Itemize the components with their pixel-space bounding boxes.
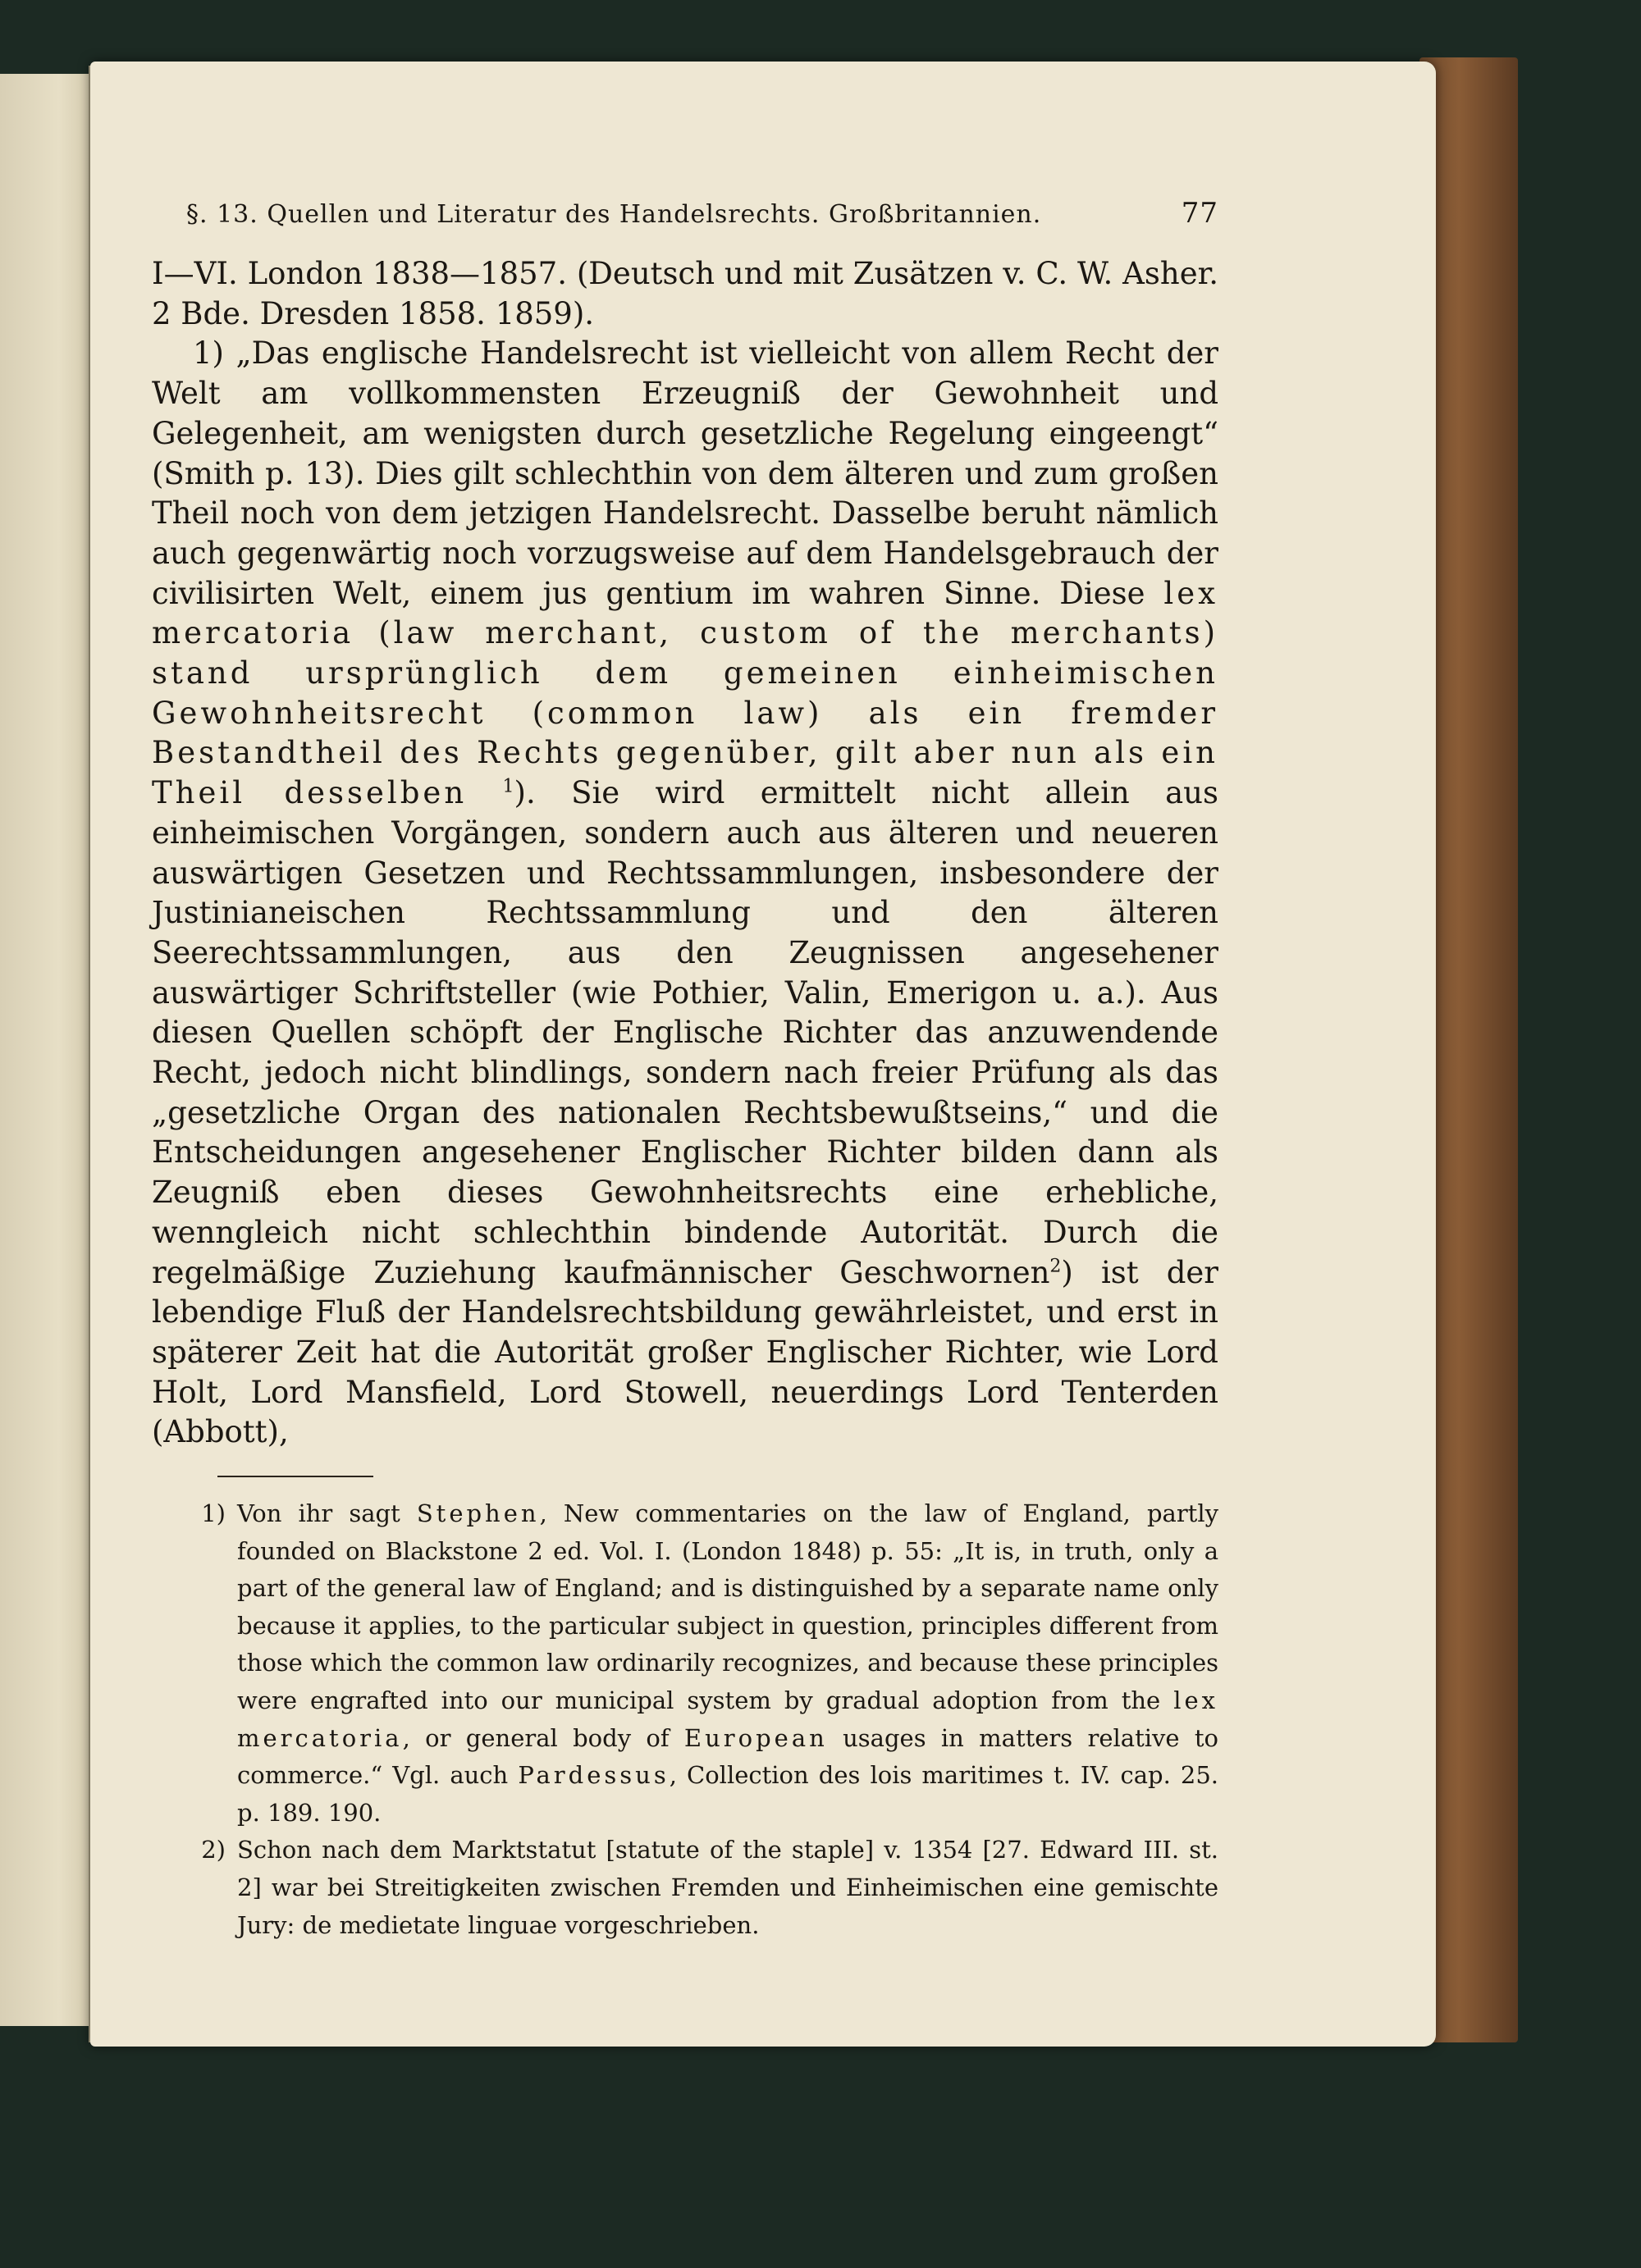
author-name: Stephen [416,1499,540,1528]
footnote-text-part: , New commentaries on the law of England, partly founded on Blackstone 2 ed. Vol. I. (London 1848) p. 55: „It is, in truth, only a part of the general law of England; and is distinguished by a separate name only because it applies, to the particular subject in question, principles different from those which the common law ordinarily recognizes, and because these principles were engrafted into our municipal system by gradual adoption from the [237,1499,1218,1715]
paragraph-text: ). Sie wird ermittelt nicht allein aus einheimischen Vorgängen, sondern auch aus älteren und neueren auswärtigen Gesetzen und Rechtssammlungen, insbesondere der Justinianeischen Rechtssammlung und den älteren Seerechtssammlungen, aus den Zeugnissen angesehener auswärtiger Schriftsteller (wie Pothier, Valin, Emerigon u. a.). Aus diesen Quellen schöpft der Englische Richter das anzuwendende Recht, jedoch nicht blindlings, sondern nach freier Prüfung als das „gesetzliche Organ des nationalen Rechtsbewußtseins,“ und die Entscheidungen angesehener Englischer Richter bilden dann als Zeugniß eben dieses Gewohnheitsrechts eine erhebliche, wenngleich nicht schlechthin bindende Autorität. Durch die regelmäßige Zuziehung kaufmännischer Geschwornen [152,775,1218,1290]
footnote-ref[interactable]: 1 [502,776,514,797]
section-number: §. 13. [186,200,258,229]
footnote-text-part: Von ihr sagt [237,1499,400,1528]
running-header [186,197,1218,230]
footnote-number: 1) [201,1499,226,1528]
footnote-text-part: usages in matters relative to commerce.“ Vgl. auch [237,1723,1219,1790]
header-title-text: Quellen und Literatur des Handelsrechts. Großbritannien. [267,200,1042,229]
paragraph-1 [152,334,1218,1453]
footnote-2 [193,1832,1218,1944]
footnote-text-part: , Collection des lois maritimes t. IV. cap. 25. p. 189. 190. [237,1761,1219,1827]
footnote-text-part: , or general body of [402,1723,670,1752]
main-text [152,254,1218,1453]
footnote-1 [193,1495,1218,1832]
footnotes [152,1495,1218,1944]
emphasized-term: lex mercatoria [152,575,1218,651]
paragraph-continuation: I—VI. London 1838—1857. (Deutsch und mit Zusätzen v. C. W. Asher. 2 Bde. Dresden 1858. 1859). [152,256,1218,331]
emphasized-term: European [683,1723,828,1752]
footnote-text: Schon nach dem Marktstatut [statute of the staple] v. 1354 [27. Edward III. st. 2] war bei Streitigkeiten zwischen Fremden und Einheimischen eine gemischte Jury: de medietate linguae vorgeschrieben. [237,1836,1218,1939]
header-title [186,200,1041,229]
paragraph-text: 1) „Das englische Handelsrecht ist vielleicht von allem Recht der Welt am vollkommensten Erzeugniß der Gewohnheit und Gelegenheit, am wenigsten durch gesetzliche Regelung eingeengt“ (Smith p. 13). Dies gilt schlechthin von dem älteren und zum großen Theil noch von dem jetzigen Handelsrecht. Dasselbe beruht nämlich auch gegenwärtig noch vorzugsweise auf dem Handelsgebrauch der civilisirten Welt, einem jus gentium im wahren Sinne. Diese [152,335,1218,611]
author-name: Pardessus [518,1761,670,1790]
paragraph-text: (law merchant, custom of the merchants) stand ursprünglich dem gemeinen einheimischen Gewohnheitsrecht (common law) als ein fremder Bestandtheil des Rechts gegenüber, gilt aber nun als ein Theil desselben [152,615,1218,811]
emphasized-term: lex mercatoria [237,1686,1219,1752]
footnote-number: 2) [201,1836,226,1864]
page-content [152,197,1218,1944]
page-number: 77 [1181,197,1218,230]
footnote-ref[interactable]: 2 [1049,1256,1062,1277]
previous-page-edge [0,74,98,2026]
paragraph-text: ) ist der lebendige Fluß der Handelsrechtsbildung gewährleistet, und erst in späterer Zeit hat die Autorität großer Englischer Richter, wie Lord Holt, Lord Mansfield, Lord Stowell, neuerdings Lord Tenterden (Abbott), [152,1254,1218,1450]
footnote-separator [217,1476,373,1477]
footnote-text [237,1495,1218,1832]
